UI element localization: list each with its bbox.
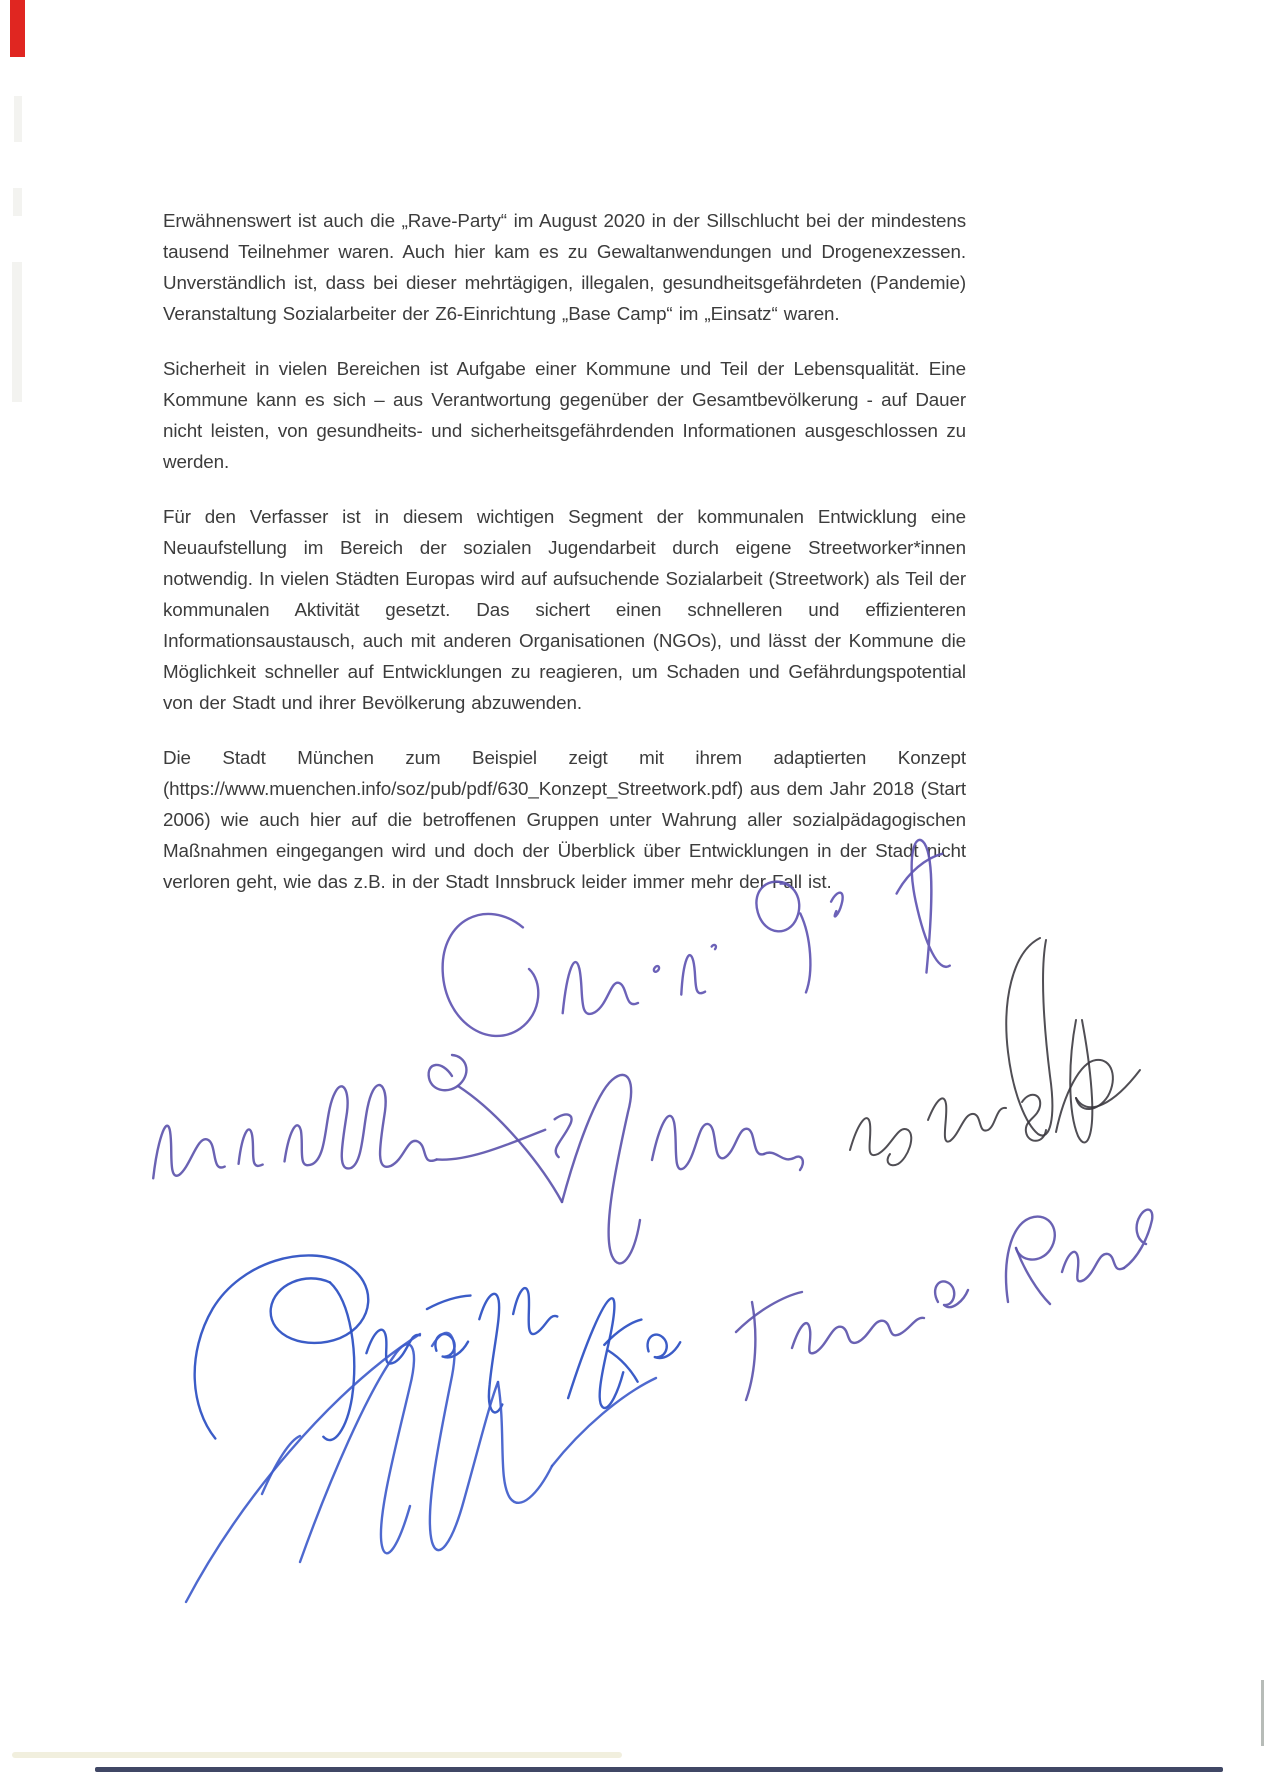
- bottom-scan-line: [95, 1767, 1223, 1772]
- signature-violet-flourish: [429, 1055, 803, 1263]
- signature-kurt-wallas: [149, 1074, 574, 1179]
- document-body: [163, 205, 966, 921]
- right-edge-scan-line: [1261, 1680, 1264, 1746]
- signature-blue-flourish: [186, 1333, 656, 1602]
- edge-mark-1: [14, 96, 22, 142]
- signature-theresa-ringler: [736, 1210, 1152, 1400]
- edge-mark-2: [13, 188, 22, 216]
- paragraph-sicherheit: Sicherheit in vielen Bereichen ist Aufgabe einer Kommune und Teil der Lebensqualität. Eine Kommune kann es sich – aus Verantwortung gegenüber der Gesamtbevölkerung - auf Dauer nicht leisten, von gesundheits- und sicherheitsgefährdenden Informationen ausgeschlossen zu werden.: [163, 358, 966, 472]
- signature-christoph-kaufmann: [191, 1243, 684, 1445]
- paragraph-rave-party: Erwähnenswert ist auch die „Rave-Party“ im August 2020 in der Sillschlucht bei der mindestens tausend Teilnehmer waren. Auch hier kam es zu Gewaltanwendungen und Drogenexzessen. Unverständlich ist, dass bei dieser mehrtägigen, illegalen, gesundheitsgefährdeten (Pandemie) Veranstaltung Sozialarbeiter der Z6-Einrichtung „Base Camp“ im „Einsatz“ waren.: [163, 210, 966, 324]
- red-scan-mark: [10, 0, 25, 57]
- paragraph-muenchen-konzept: Die Stadt München zum Beispiel zeigt mit ihrem adaptierten Konzept (https://www.muenchen.info/soz/pub/pdf/630_Konzept_Streetwork.pdf) aus dem Jahr 2018 (Start 2006) wie auch hier auf die betroffenen Gruppen unter Wahrung aller sozialpädagogischen Maßnahmen eingegangen wird und doch der Überblick über Entwicklungen in der Stadt nicht verloren geht, wie das z.B. in der Stadt Innsbruck leider immer mehr der Fall ist.: [163, 747, 966, 892]
- scan-smudge: [12, 1752, 622, 1758]
- paragraph-streetworker: Für den Verfasser ist in diesem wichtigen Segment der kommunalen Entwicklung eine Neuaufstellung im Bereich der sozialen Jugendarbeit durch eigene Streetworker*innen notwendig. In vielen Städten Europas wird auf aufsuchende Sozialarbeit (Streetwork) als Teil der kommunalen Aktivität gesetzt. Das sichert einen schnelleren und effizienteren Informationsaustausch, auch mit anderen Organisationen (NGOs), und lässt der Kommune die Möglichkeit schneller auf Entwicklungen zu reagieren, um Schaden und Gefährdungspotential von der Stadt und ihrer Bevölkerung abzuwenden.: [163, 506, 966, 713]
- edge-mark-3: [12, 262, 22, 402]
- signature-black: [850, 938, 1140, 1165]
